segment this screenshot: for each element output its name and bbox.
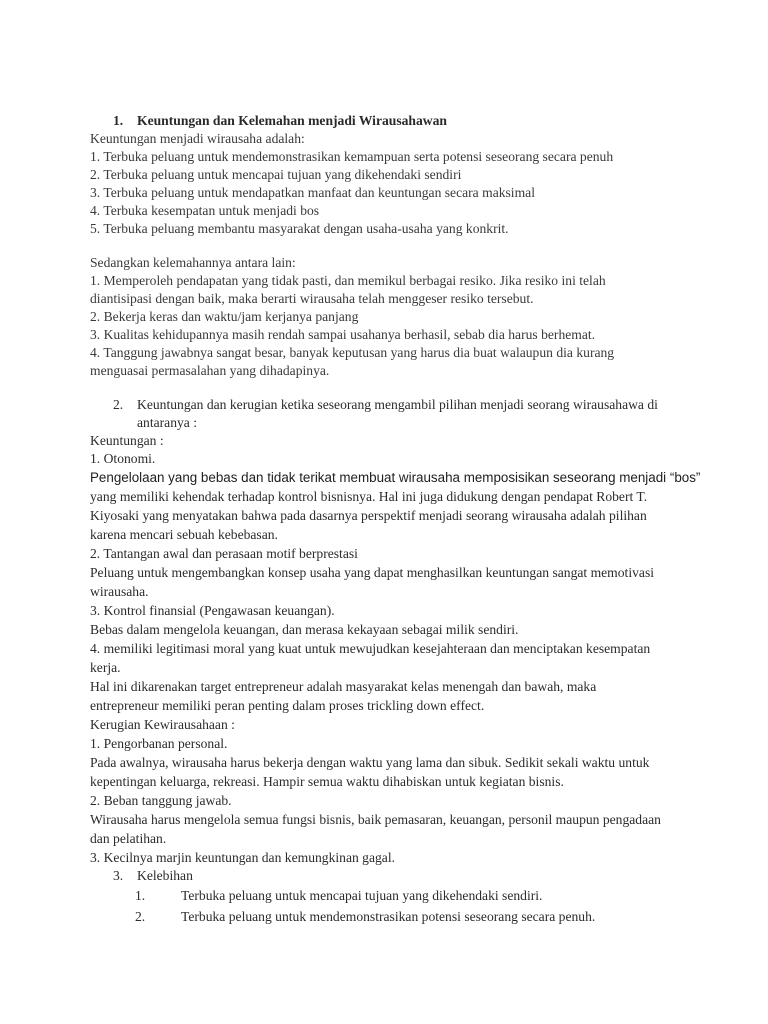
paragraph-line: kerja. (90, 660, 121, 675)
sublist-item: Terbuka peluang untuk mencapai tujuan yang dikehendaki sendiri. (181, 888, 543, 903)
paragraph-line: dan pelatihan. (90, 831, 167, 846)
list-item: 1. Otonomi. (90, 451, 156, 466)
advantage-item: 1. Terbuka peluang untuk mendemonstrasikan kemampuan serta potensi seseorang secara penuh (90, 149, 614, 164)
list-item: 3. Kontrol finansial (Pengawasan keuangan). (90, 603, 335, 618)
paragraph-line: entrepreneur memiliki peran penting dalam proses trickling down effect. (90, 698, 485, 713)
weakness-line: 2. Bekerja keras dan waktu/jam kerjanya panjang (90, 309, 359, 324)
section2-heading-cont: antaranya : (137, 415, 198, 430)
paragraph-line: Pengelolaan yang bebas dan tidak terikat membuat wirausaha memposisikan seseorang menjadi “bos” (90, 470, 701, 485)
sublist-item: Terbuka peluang untuk mendemonstrasikan potensi seseorang secara penuh. (181, 909, 596, 924)
weakness-line: 3. Kualitas kehidupannya masih rendah sampai usahanya berhasil, sebab dia harus berhemat. (90, 327, 596, 342)
weakness-line: 4. Tanggung jawabnya sangat besar, banyak keputusan yang harus dia buat walaupun dia kurang (90, 345, 615, 360)
weakness-line: menguasai permasalahan yang dihadapinya. (90, 363, 330, 378)
paragraph-line: yang memiliki kehendak terhadap kontrol bisnisnya. Hal ini juga didukung dengan pendapat Robert T. (90, 489, 648, 504)
section3-number: 3. (113, 868, 124, 883)
paragraph-line: kepentingan keluarga, rekreasi. Hampir semua waktu dihabiskan untuk kegiatan bisnis. (90, 774, 564, 789)
paragraph-line: Peluang untuk mengembangkan konsep usaha yang dapat menghasilkan keuntungan sangat memotivasi (90, 565, 655, 580)
list-item: 1. Pengorbanan personal. (90, 736, 228, 751)
section3-heading: Kelebihan (137, 868, 193, 883)
list-item: 3. Kecilnya marjin keuntungan dan kemungkinan gagal. (90, 850, 396, 865)
section2-number: 2. (113, 397, 124, 412)
section1-number: 1. (113, 113, 124, 128)
advantage-item: 5. Terbuka peluang membantu masyarakat dengan usaha-usaha yang konkrit. (90, 221, 509, 236)
list-item: 2. Tantangan awal dan perasaan motif berprestasi (90, 546, 358, 561)
weakness-line: diantisipasi dengan baik, maka berarti wirausaha telah menggeser resiko tersebut. (90, 291, 534, 306)
sublist-number: 1. (135, 888, 146, 903)
subheading-kerugian: Kerugian Kewirausahaan : (90, 717, 235, 732)
subheading-keuntungan: Keuntungan : (90, 433, 164, 448)
advantage-item: 3. Terbuka peluang untuk mendapatkan manfaat dan keuntungan secara maksimal (90, 185, 535, 200)
advantage-item: 4. Terbuka kesempatan untuk menjadi bos (90, 203, 320, 218)
list-item: 4. memiliki legitimasi moral yang kuat untuk mewujudkan kesejahteraan dan menciptakan kesempatan (90, 641, 651, 656)
section1-heading: Keuntungan dan Kelemahan menjadi Wirausahawan (137, 113, 447, 128)
paragraph-line: Wirausaha harus mengelola semua fungsi bisnis, baik pemasaran, keuangan, personil maupun pengadaan (90, 812, 661, 827)
weakness-intro: Sedangkan kelemahannya antara lain: (90, 255, 296, 270)
paragraph-line: karena mencari sebuah kebebasan. (90, 527, 278, 542)
paragraph-line: Pada awalnya, wirausaha harus bekerja dengan waktu yang lama dan sibuk. Sedikit sekali waktu untuk (90, 755, 650, 770)
paragraph-line: Kiyosaki yang menyatakan bahwa pada dasarnya perspektif menjadi seorang wirausaha adalah pilihan (90, 508, 647, 523)
advantage-item: 2. Terbuka peluang untuk mencapai tujuan yang dikehendaki sendiri (90, 167, 462, 182)
list-item: 2. Beban tanggung jawab. (90, 793, 232, 808)
weakness-line: 1. Memperoleh pendapatan yang tidak pasti, dan memikul berbagai resiko. Jika resiko ini telah (90, 273, 606, 288)
paragraph-line: wirausaha. (90, 584, 149, 599)
paragraph-line: Bebas dalam mengelola keuangan, dan merasa kekayaan sebagai milik sendiri. (90, 622, 519, 637)
sublist-number: 2. (135, 909, 146, 924)
paragraph-line: Hal ini dikarenakan target entrepreneur adalah masyarakat kelas menengah dan bawah, maka (90, 679, 597, 694)
section2-heading: Keuntungan dan kerugian ketika seseorang mengambil pilihan menjadi seorang wirausahawa di (137, 397, 658, 412)
section1-intro: Keuntungan menjadi wirausaha adalah: (90, 131, 305, 146)
